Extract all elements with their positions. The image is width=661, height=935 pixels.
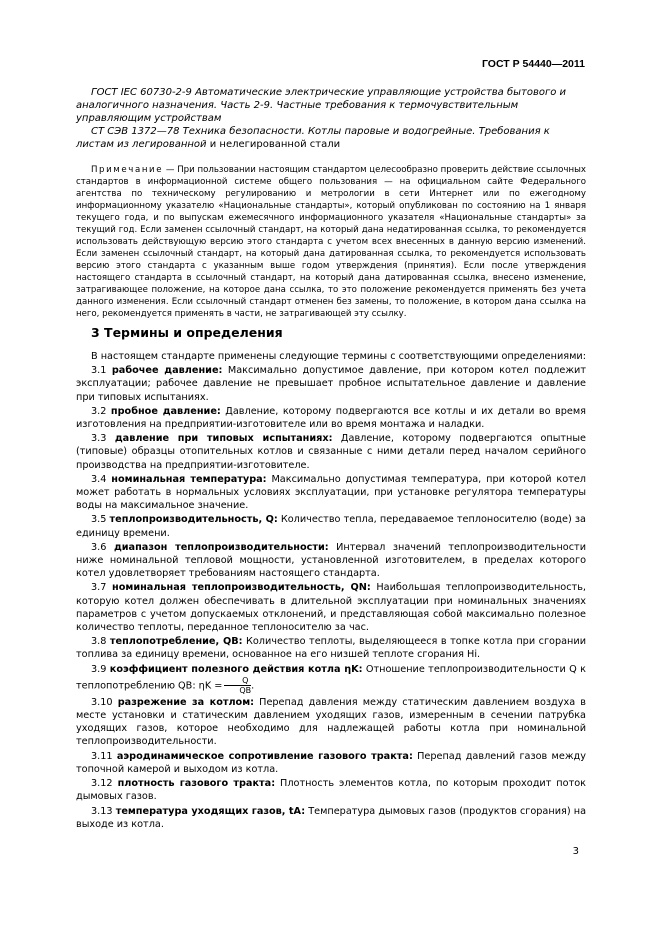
page-number: 3	[572, 846, 579, 857]
note-label: Примечание	[91, 165, 164, 175]
term-definition	[76, 777, 586, 803]
term-name: диапазон теплопроизводительности:	[113, 541, 329, 553]
term-name: теплопроизводительность, Q:	[109, 514, 278, 526]
note-text: — При пользовании настоящим стандартом целесообразно проверить действие ссылочных стандартов в информационной системе общего пользования — на официальном сайте Федерального агентства по техническому регулированию и метрологии в сети Интернет или по ежегодному информационному указателю «Национальные стандарты», который опубликован по состоянию на 1 января текущего года, и по выпускам ежемесячного информационного указателя «Национальные стандарты» за текущий год. Если заменен ссылочный стандарт, на который дана недатированная ссылка, то рекомендуется использовать действующую версию этого стандарта с учетом всех внесенных в данную версию изменений. Если заменен ссылочный стандарт, на который дана датированная ссылка, то рекомендуется использовать версию этого стандарта с указанным выше годом утверждения (принятия). Если после утверждения настоящего стандарта в ссылочный стандарт, на который дана датированная ссылка, внесено изменение, затрагивающее положение, на которое дана ссылка, то это положение рекомендуется применять без учета данного изменения. Если ссылочный стандарт отменен без замены, то положение, в котором дана ссылка на него, рекомендуется применять в части, не затрагивающей эту ссылку.	[76, 165, 586, 319]
section-body	[76, 350, 586, 832]
term-def: Давление, которому подвергаются опытные (типовые) образцы отопительных котлов и связанные с ними детали перед началом серийного производства на предприятии-изготовителе.	[76, 433, 586, 471]
term-definition: 3.9 коэффициент полезного действия котла ηK: Отношение теплопроизводительности Q к теплопотреблению QB: ηK = $\frac{Q}{QB}$ .	[76, 663, 586, 695]
term-definition	[76, 541, 586, 581]
term-number: 3.4	[91, 473, 112, 485]
reference-item: ГОСТ IEC 60730-2-9 Автоматические электрические управляющие устройства бытового и аналогичного назначения. Часть 2-9. Частные требования к термочувствительным управляющим устройствам	[76, 87, 567, 124]
section-intro: В настоящем стандарте применены следующие термины с соответствующими определениями:	[91, 351, 586, 362]
term-def: Перепад давлений газов между топочной камерой и выходом из котла.	[76, 750, 586, 775]
term-number: 3.7	[91, 582, 113, 594]
term-def: Максимально допустимая температура, при которой котел может работать в нормальных условиях эксплуатации, при установке регулятора температуры воды на максимальное значение.	[76, 473, 586, 512]
term-number: 3.10	[91, 696, 118, 708]
term-def: Наибольшая теплопроизводительность, которую котел должен обеспечивать в длительной эксплуатации при номинальных значениях параметров с учетом допускаемых отклонений, и представляющая собой максимально полезное количество теплоты, переданное теплоносителю за час.	[76, 582, 586, 634]
note-paragraph	[76, 164, 586, 320]
term-number: 3.9	[91, 663, 110, 675]
term-number: 3.6	[91, 541, 114, 553]
term-definition	[76, 473, 586, 513]
term-definition	[76, 405, 586, 431]
term-number: 3.3	[91, 433, 115, 445]
term-definition	[76, 432, 586, 472]
term-number: 3.2	[91, 405, 111, 417]
term-name: температура уходящих газов, tA:	[115, 805, 306, 817]
term-definition	[76, 805, 586, 831]
term-number: 3.5	[91, 514, 110, 526]
term-def: Перепад давления между статическим давлением воздуха в месте установки и статическим давлением уходящих газов, измеренным в сечении патрубка уходящих газов, которое необходимо для надлежащей работы котла при номинальной теплопроизводительности.	[76, 696, 587, 748]
term-number: 3.1	[91, 365, 112, 377]
term-definition	[76, 635, 586, 661]
formula-denominator: QB	[239, 685, 252, 695]
formula-numerator: Q	[224, 676, 251, 686]
term-def: Интервал значений теплопроизводительности ниже номинальной тепловой мощности, установленной изготовителем, в пределах которого котел удовлетворяет требованиям настоящего стандарта.	[76, 541, 586, 580]
term-name: плотность газового тракта:	[117, 778, 276, 790]
term-name: коэффициент полезного действия котла ηK:	[109, 663, 363, 675]
term-number: 3.12	[91, 778, 118, 790]
term-name: разрежение за котлом:	[117, 696, 255, 708]
term-name: номинальная теплопроизводительность, QN:	[112, 582, 371, 594]
term-name: рабочее давление:	[111, 365, 223, 377]
term-definition	[76, 581, 586, 634]
term-number: 3.13	[91, 805, 116, 817]
efficiency-formula	[224, 676, 251, 695]
term-definition	[76, 696, 586, 749]
section-title: 3 Термины и определения	[91, 325, 283, 340]
document-code: ГОСТ Р 54440—2011	[481, 58, 585, 70]
term-name: пробное давление:	[110, 405, 221, 417]
term-definition	[76, 750, 586, 776]
reference-item: СТ СЭВ 1372—78 Техника безопасности. Котлы паровые и водогрейные. Требования к листам из легированной и нелегированной стали	[76, 126, 550, 150]
term-definition	[76, 513, 586, 539]
term-def: Отношение теплопроизводительности Q к теплопотреблению QB: ηK =	[76, 663, 586, 692]
term-def: Плотность элементов котла, по которым проходит поток дымовых газов.	[76, 778, 586, 803]
term-number: 3.11	[91, 750, 117, 762]
term-def: Максимально допустимое давление, при котором котел подлежит эксплуатации; рабочее давление не превышает пробное испытательное давление и давление при типовых испытаниях.	[76, 365, 586, 403]
terms-list	[76, 364, 586, 831]
term-definition	[76, 364, 586, 404]
term-def: Количество теплоты, выделяющееся в топке котла при сгорании топлива за единицу времени, основанное на его низшей теплоте сгорания Hi.	[76, 636, 586, 661]
term-name: аэродинамическое сопротивление газового тракта:	[116, 750, 413, 762]
term-name: номинальная температура:	[111, 473, 267, 485]
term-name: теплопотребление, QB:	[109, 636, 243, 648]
term-number: 3.8	[91, 636, 110, 648]
term-def: Количество тепла, передаваемое теплоносителю (воде) за единицу времени.	[76, 514, 586, 539]
term-def: Температура дымовых газов (продуктов сгорания) на выходе из котла.	[76, 805, 586, 830]
term-name: давление при типовых испытаниях:	[114, 433, 333, 445]
term-def: Давление, которому подвергаются все котлы и их детали во время изготовления на предприятии-изготовителе или во время монтажа и наладки.	[76, 405, 587, 431]
reference-list	[76, 86, 586, 151]
